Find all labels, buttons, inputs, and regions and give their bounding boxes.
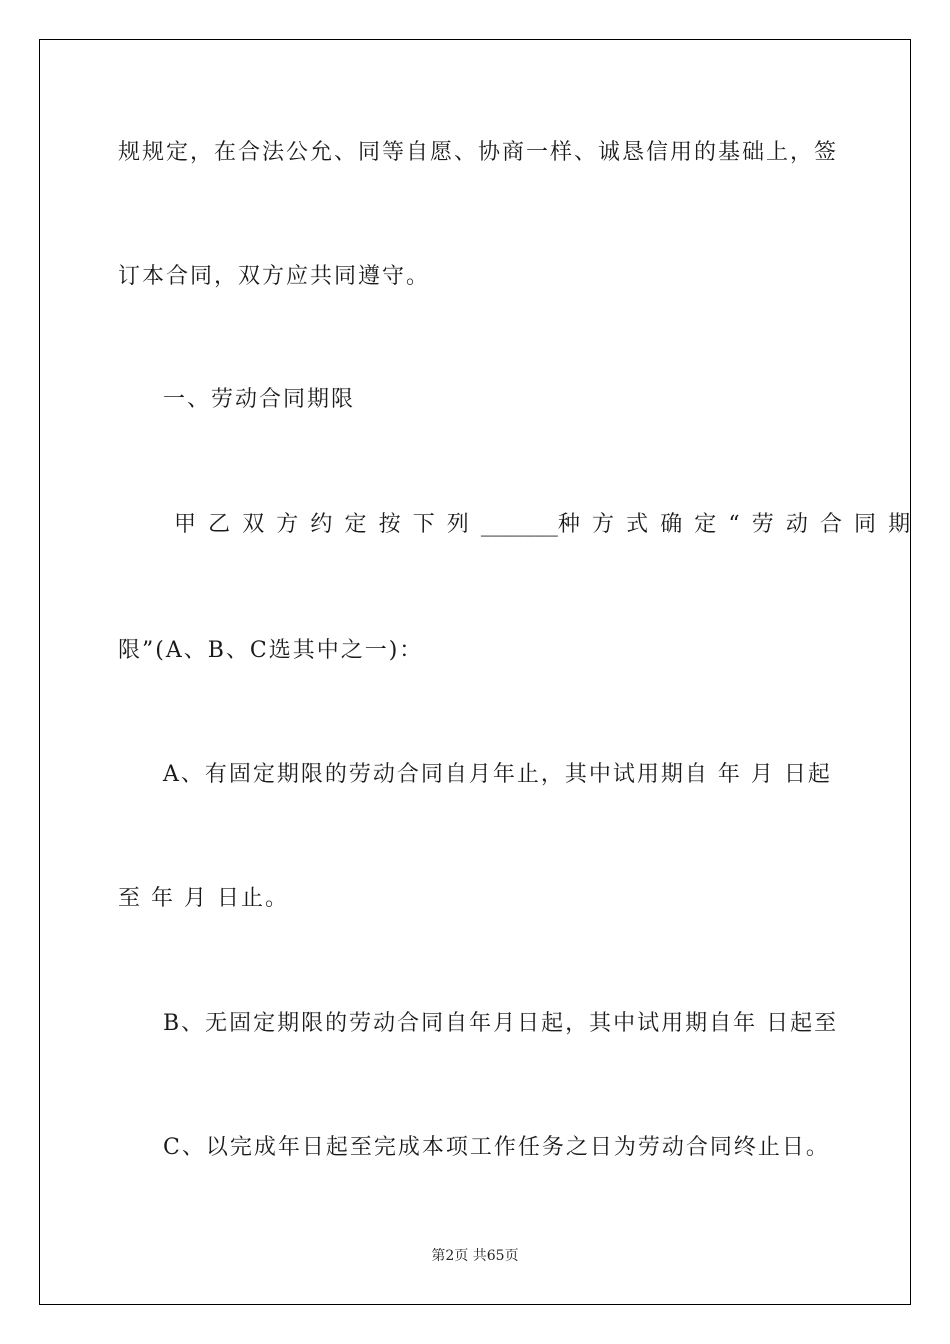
page-border [39,39,911,1305]
paragraph-line-2: 订本合同，双方应共同遵守。 [118,264,431,289]
line-4-blank-1: ____ [480,512,525,537]
paragraph-line-1: 规规定，在合法公允、同等自愿、协商一样、诚恳信用的基础上，签 [118,140,839,165]
option-b-line: B、无固定期限的劳动合同自年月日起，其中试用期自年 日起至 [163,1011,839,1036]
page-number-footer: 第2页 共65页 [431,1248,519,1264]
line-4-blank-2: ___ [524,512,558,537]
option-a-line-1: A、有固定期限的劳动合同自月年止，其中试用期自 年 月 日起 [163,762,832,787]
line-4-after-text: 种方式确定“劳动合同期 [557,512,923,537]
option-c-line: C、以完成年日起至完成本项工作任务之日为劳动合同终止日。 [163,1135,830,1160]
option-a-line-2: 至 年 月 日止。 [118,886,289,911]
paragraph-line-4 [118,510,923,540]
section-heading-contract-term: 一、劳动合同期限 [163,387,356,412]
paragraph-line-5: 限”(A、B、C选其中之一)： [118,638,424,663]
line-4-before-text: 甲乙双方约定按下列 [174,512,481,537]
